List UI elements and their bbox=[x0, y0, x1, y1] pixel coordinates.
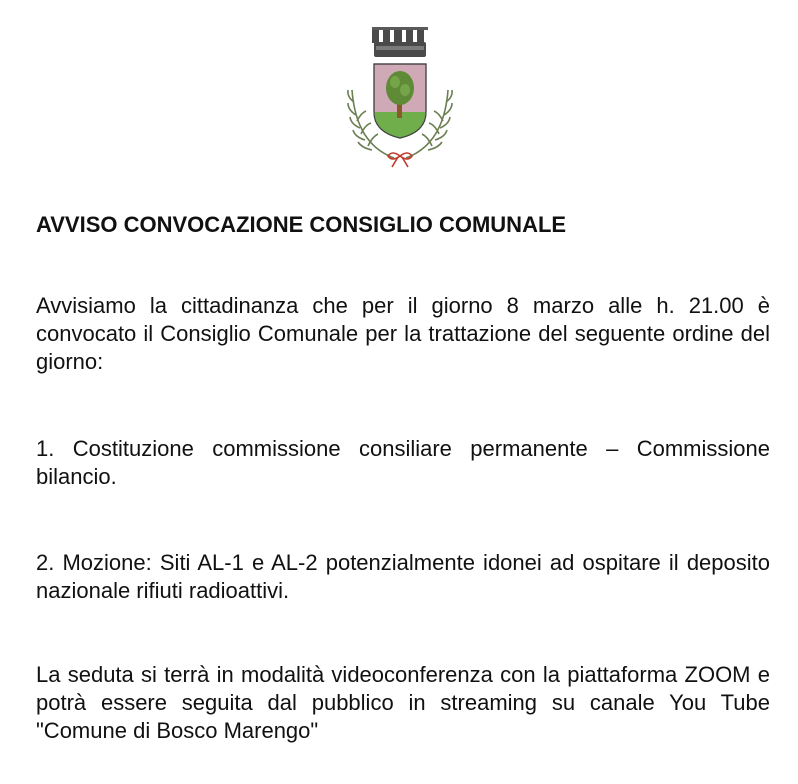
streaming-paragraph: La seduta si terrà in modalità videoconferenza con la piattaforma ZOOM e potrà essere seguita dal pubblico in streaming su canale You Tube "Comune di Bosco Marengo" bbox=[36, 662, 770, 743]
municipal-coat-of-arms-icon bbox=[332, 20, 468, 172]
shield-icon bbox=[374, 64, 426, 138]
agenda-item-1: 1. Costituzione commissione consiliare permanente – Commissione bilancio. bbox=[36, 436, 770, 489]
intro-paragraph: Avvisiamo la cittadinanza che per il giorno 8 marzo alle h. 21.00 è convocato il Consiglio Comunale per la trattazione del seguente ordine del giorno: bbox=[36, 293, 770, 374]
notice-title: AVVISO CONVOCAZIONE CONSIGLIO COMUNALE bbox=[36, 212, 567, 237]
ribbon-icon bbox=[388, 153, 412, 167]
agenda-item-2: 2. Mozione: Siti AL-1 e AL-2 potenzialmente idonei ad ospitare il deposito nazionale rifiuti radioattivi. bbox=[36, 550, 770, 603]
crown-icon bbox=[372, 27, 428, 57]
